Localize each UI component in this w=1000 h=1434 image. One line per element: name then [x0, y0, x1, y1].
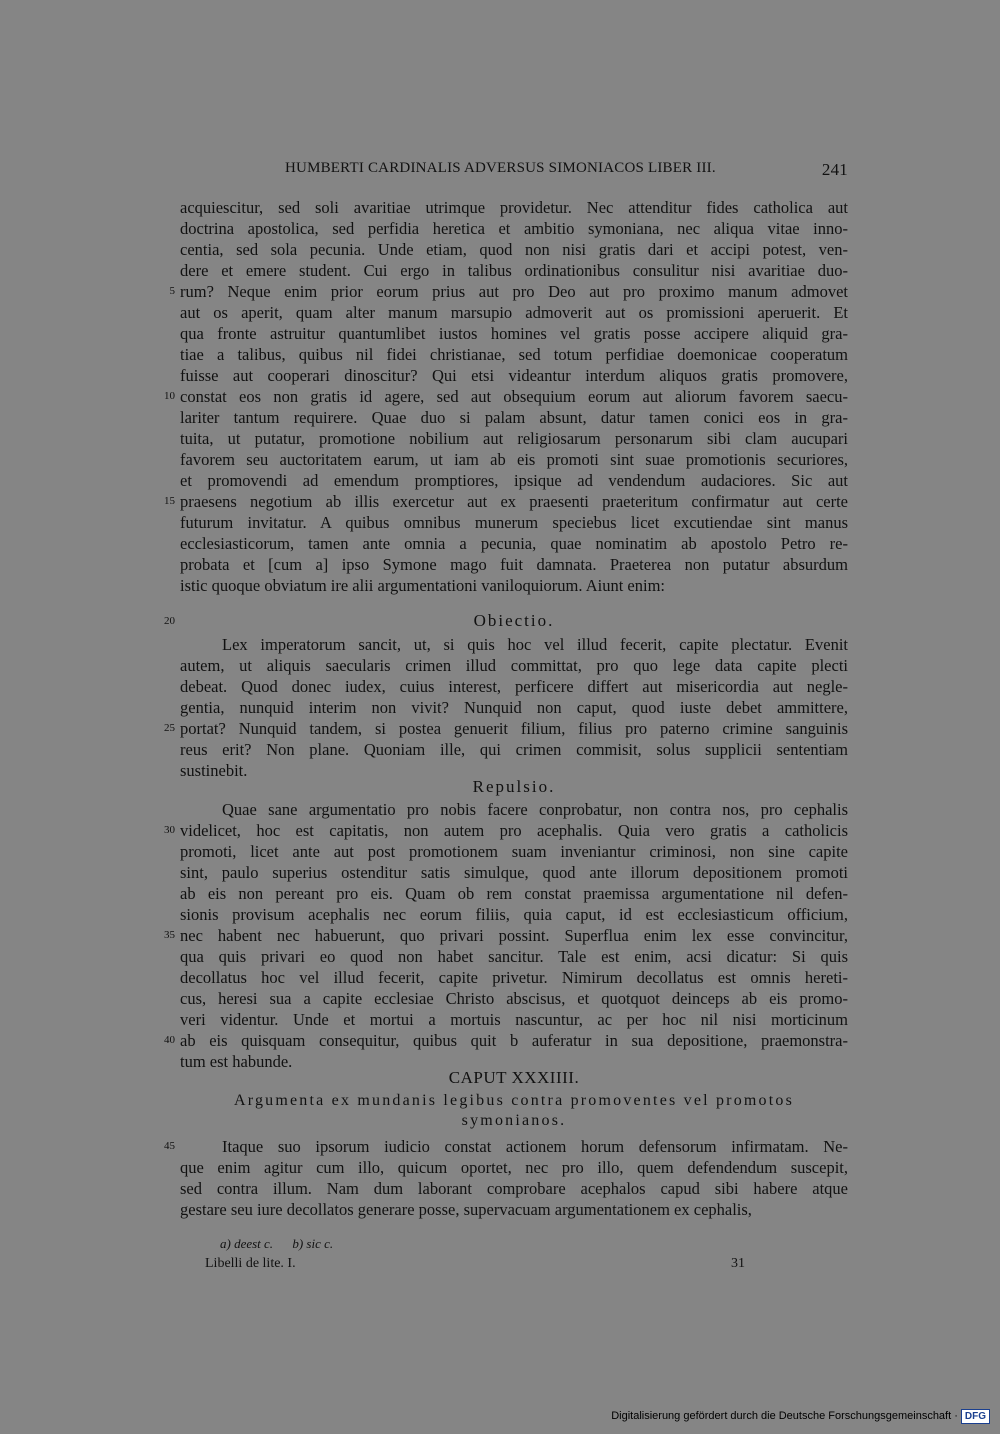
text-line: [180, 697, 848, 718]
subtitle-line: Argumenta ex mundanis legibus contra promoventes vel promotos: [233, 1092, 795, 1109]
line-text: doctrina apostolica, sed perfidia heretica et ambitio symoniana, nec aliqua vitae inno-: [180, 219, 848, 238]
line-text: nec habent nec habuerunt, quo privari possint. Superflua enim lex esse convincitur,: [180, 926, 848, 945]
line-text: acquiescitur, sed soli avaritiae utrimque providetur. Nec attenditur fides catholica aut: [180, 198, 848, 217]
text-line: [180, 344, 848, 365]
text-line: [180, 512, 848, 533]
line-text: Lex imperatorum sancit, ut, si quis hoc vel illud fecerit, capite plectatur. Evenit: [222, 635, 848, 654]
line-text: sint, paulo superius ostenditur satis simulque, quod ante illorum depositionem promoti: [180, 863, 848, 882]
text-line: [180, 634, 848, 655]
section-heading-objectio: [164, 610, 848, 632]
line-text: ecclesiasticorum, tamen ante omnia a pecunia, quae nominatim ab apostolo Petro re-: [180, 534, 848, 553]
paragraph-3: [164, 799, 848, 1072]
line-number: 5: [169, 285, 175, 297]
line-text: debeat. Quod donec iudex, cuius interest, perficere differt aut misericordia aut negle-: [180, 677, 848, 696]
line-text: sionis provisum acephalis nec eorum filiis, quia caput, id est ecclesiasticum officium,: [180, 905, 848, 924]
line-text: rum? Neque enim prior eorum prius aut pro Deo aut pro proximo manum admovet: [180, 282, 848, 301]
line-text: veri videntur. Unde et mortui a mortuis nascuntur, ac per hoc nil nisi morticinum: [180, 1010, 848, 1029]
text-line: [169, 281, 848, 302]
text-line: [180, 904, 848, 925]
line-text: dere et emere student. Cui ergo in talibus ordinationibus consulitur nisi avaritiae duo-: [180, 261, 848, 280]
line-text: cus, heresi sua a capite ecclesiae Christo abscisus, et quotquot deinceps ab eis promo-: [180, 989, 848, 1008]
text-line: [164, 386, 848, 407]
text-line: [180, 302, 848, 323]
line-text: autem, ut aliquis saecularis crimen illud committat, pro quo lege data capite plecti: [180, 656, 848, 675]
line-number: 40: [164, 1034, 175, 1046]
footnote-a: a) deest c.: [220, 1236, 274, 1251]
text-line: [180, 1178, 848, 1199]
line-text: istic quoque obviatum ire alii argumentationi vaniloquiorum. Aiunt enim:: [180, 576, 665, 595]
text-line: [180, 365, 848, 386]
line-number: 25: [164, 722, 175, 734]
text-line: [180, 239, 848, 260]
page-header: [180, 160, 848, 182]
line-text: Quae sane argumentatio pro nobis facere conprobatur, non contra nos, pro cephalis: [222, 800, 848, 819]
text-line: [164, 1136, 848, 1157]
text-line: [180, 862, 848, 883]
line-text: ab eis quisquam consequitur, quibus quit b auferatur in sua depositione, praemonstra-: [180, 1031, 848, 1050]
footnotes: [220, 1236, 349, 1252]
dfg-logo: DFG: [961, 1409, 990, 1424]
line-text: qua fronte astruitur quantumlibet iustos homines vel gratis posse accipere aliquid gra-: [180, 324, 848, 343]
line-text: favorem seu auctoritatem earum, ut iam ab eis promoti sint suae promotionis securiores,: [180, 450, 848, 469]
text-line: [180, 575, 848, 596]
running-title: HUMBERTI CARDINALIS ADVERSUS SIMONIACOS LIBER III.: [285, 160, 716, 176]
subtitle-line: symonianos.: [461, 1112, 567, 1129]
text-line: [164, 925, 848, 946]
line-text: tiae a talibus, quibus nil fidei christianae, sed totum perfidiae doemonicae cooperatum: [180, 345, 848, 364]
line-text: lariter tantum requirere. Quae duo si palam absunt, datur tamen conici eos in gra-: [180, 408, 848, 427]
signature-title: Libelli de lite. I.: [205, 1256, 296, 1271]
line-text: que enim agitur cum illo, quicum oportet, nec pro illo, quem defendendum suscepit,: [180, 1158, 848, 1177]
line-number: 15: [164, 495, 175, 507]
text-line: [180, 260, 848, 281]
line-text: sed contra illum. Nam dum laborant comprobare acephalos capud sibi habere atque: [180, 1179, 848, 1198]
text-line: [164, 491, 848, 512]
text-line: [180, 197, 848, 218]
line-text: gentia, nunquid interim non vivit? Nunquid non caput, quod iuste debet ammittere,: [180, 698, 848, 717]
line-text: tum est habunde.: [180, 1052, 293, 1071]
signature-number: 31: [731, 1256, 745, 1271]
line-text: qua quis privari eo quod non habet sancitur. Tale est enim, acsi dicatur: Si quis: [180, 947, 848, 966]
paragraph-4: [164, 1136, 848, 1220]
chapter-title: CAPUT XXXIIII.: [448, 1068, 580, 1087]
text-line: [180, 988, 848, 1009]
line-text: sustinebit.: [180, 761, 248, 780]
line-text: praesens negotium ab illis exercetur aut ex praesenti praeteritum confirmatur aut certe: [180, 492, 848, 511]
text-line: [180, 449, 848, 470]
line-text: reus erit? Non plane. Quoniam ille, qui crimen commisit, solus supplicii sententiam: [180, 740, 848, 759]
text-line: [180, 799, 848, 820]
footnote-b: b) sic c.: [292, 1236, 334, 1251]
text-line: [180, 676, 848, 697]
chapter-subtitle: [180, 1091, 848, 1131]
line-text: videlicet, hoc est capitatis, non autem pro acephalis. Quia vero gratis a catholicis: [180, 821, 848, 840]
line-number: 35: [164, 929, 175, 941]
text-line: [180, 655, 848, 676]
line-text: Itaque suo ipsorum iudicio constat actionem horum defensorum infirmatam. Ne-: [222, 1137, 848, 1156]
text-line: [180, 1009, 848, 1030]
line-text: et promovendi ad emendum promptiores, ipsique ad vendendum audaciores. Sic aut: [180, 471, 848, 490]
text-line: [180, 841, 848, 862]
paragraph-1: [164, 197, 848, 596]
paragraph-2: [164, 634, 848, 781]
text-line: [180, 946, 848, 967]
line-text: futurum invitatur. A quibus omnibus munerum speciebus licet excutiendae sint manus: [180, 513, 848, 532]
line-text: fuisse aut cooperari dinoscitur? Qui etsi videantur interdum aliquos gratis promovere,: [180, 366, 848, 385]
line-text: probata et [cum a] ipso Symone mago fuit damnata. Praeterea non putatur absurdum: [180, 555, 848, 574]
text-line: [180, 533, 848, 554]
text-line: [180, 739, 848, 760]
text-line: [180, 323, 848, 344]
line-text: gestare seu iure decollatos generare posse, supervacuam argumentationem ex cephalis,: [180, 1200, 752, 1219]
line-text: portat? Nunquid tandem, si postea genuerit filium, filius pro paterno crimine sanguinis: [180, 719, 848, 738]
line-text: decollatus hoc vel illud fecerit, capite privetur. Nimirum decollatus est omnis hereti-: [180, 968, 848, 987]
line-number: 30: [164, 824, 175, 836]
text-line: [180, 1157, 848, 1178]
line-number: 45: [164, 1140, 175, 1152]
section-heading-repulsio: [180, 776, 848, 798]
line-number: 20: [164, 615, 175, 627]
text-line: [180, 470, 848, 491]
text-line: [180, 1199, 848, 1220]
line-number: 10: [164, 390, 175, 402]
text-line: [180, 883, 848, 904]
text-line: [164, 718, 848, 739]
heading-text: Obiectio.: [473, 611, 555, 630]
heading-text: Repulsio.: [472, 777, 556, 796]
page-number: 241: [821, 160, 848, 179]
credit-text: Digitalisierung gefördert durch die Deutsche Forschungsgemeinschaft ·: [611, 1410, 958, 1422]
line-text: centia, sed sola pecunia. Unde etiam, quod non nisi gratis dari et accipi potest, ven-: [180, 240, 848, 259]
line-text: aut os aperit, quam alter manum marsupio admoverit aut os promissioni aperuerit. Et: [180, 303, 848, 322]
digitization-credit: [611, 1406, 990, 1426]
line-text: ab eis non pereant pro eis. Quam ob rem constat praemissa argumentatione nil defen-: [180, 884, 848, 903]
text-line: [180, 554, 848, 575]
text-line: [164, 1030, 848, 1051]
line-text: promoti, licet ante aut post promotionem suam inveniantur criminosi, non sine capite: [180, 842, 848, 861]
text-line: [180, 428, 848, 449]
text-line: [180, 218, 848, 239]
line-text: constat eos non gratis id agere, sed aut obsequium eorum aut aliorum favorem saecu-: [180, 387, 848, 406]
text-line: [164, 820, 848, 841]
line-text: tuita, ut putatur, promotione nobilium aut religiosarum personarum sibi clam aucupari: [180, 429, 848, 448]
text-line: [180, 967, 848, 988]
text-line: [180, 407, 848, 428]
